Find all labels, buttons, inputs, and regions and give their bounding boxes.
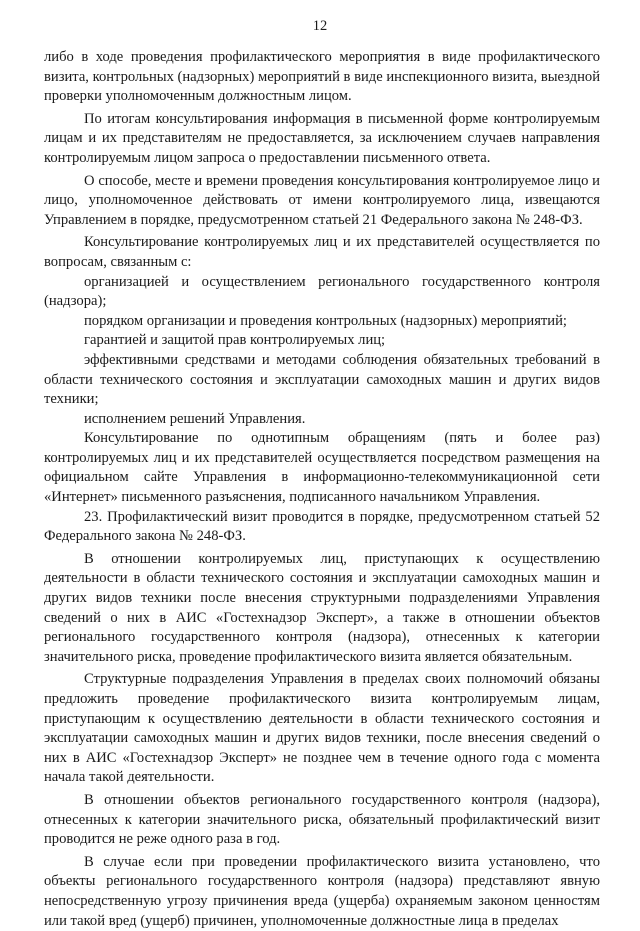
- paragraph-section-23: 23. Профилактический визит проводится в порядке, предусмотренном статьей 52 Федерального закона № 248-ФЗ.: [44, 508, 600, 545]
- list-item: эффективными средствами и методами соблюдения обязательных требований в области технического состояния и эксплуатации самоходных машин и других видов техники;: [44, 351, 600, 408]
- list-item: гарантией и защитой прав контролируемых лиц;: [84, 332, 386, 349]
- paragraph: либо в ходе проведения профилактического мероприятия в виде профилактического визита, контрольных (надзорных) мероприятий в виде инспекционного визита, выездной проверки уполномоченным должностным лицом.: [44, 49, 601, 105]
- paragraph: Консультирование контролируемых лиц и их представителей осуществляется по вопросам, связанным с:: [44, 234, 600, 270]
- body-text: [44, 48, 600, 931]
- paragraph: Структурные подразделения Управления в пределах своих полномочий обязаны предложить проведение профилактического визита контролируемым лицам, приступающим к осуществлению деятельности в области технического состояния и эксплуатации самоходных машин и других видов техники, после внесения сведений о них в АИС «Гостехнадзор Эксперт» не позднее чем в течение одного года с момента начала такой деятельности.: [44, 671, 600, 786]
- paragraph: В случае если при проведении профилактического визита установлено, что объекты регионального государственного контроля (надзора) представляют явную непосредственную угрозу причинения вреда (ущерба) охраняемым законом ценностям или такой вред (ущерб) причинен, уполномоченные должностные лица в пределах: [44, 853, 600, 929]
- list-item: организацией и осуществлением регионального государственного контроля (надзора);: [44, 273, 600, 310]
- paragraph: В отношении объектов регионального государственного контроля (надзора), отнесенных к категории значительного риска, обязательный профилактический визит проводится не реже одного раза в год.: [44, 791, 600, 848]
- page-number: 12: [312, 18, 328, 34]
- list-item: исполнением решений Управления.: [84, 410, 306, 427]
- paragraph: По итогам консультирования информация в письменной форме контролируемым лицам и их представителям не предоставляется, за исключением случаев направления контролируемым лицом запроса о предоставлении письменного ответа.: [44, 110, 600, 166]
- list-item: порядком организации и проведения контрольных (надзорных) мероприятий;: [84, 312, 567, 329]
- paragraph: Консультирование по однотипным обращениям (пять и более раз) контролируемых лиц и их представителей осуществляется посредством размещения на официальном сайте Управления в информационно-телекоммуникационной сети «Интернет» письменного разъяснения, подписанного начальником Управления.: [44, 430, 600, 506]
- paragraph: В отношении контролируемых лиц, приступающих к осуществлению деятельности в области технического состояния и эксплуатации самоходных машин и других видов техники после внесения структурными подразделениями Управления сведений о них в АИС «Гостехнадзор Эксперт», а также в отношении объектов регионального государственного контроля (надзора), отнесенных к категории значительного риска, проведение профилактического визита является обязательным.: [44, 550, 600, 665]
- paragraph: О способе, месте и времени проведения консультирования контролируемое лицо и лицо, уполномоченное действовать от имени контролируемого лица, извещаются Управлением в порядке, предусмотренном статьей 21 Федерального закона № 248-ФЗ.: [44, 172, 600, 228]
